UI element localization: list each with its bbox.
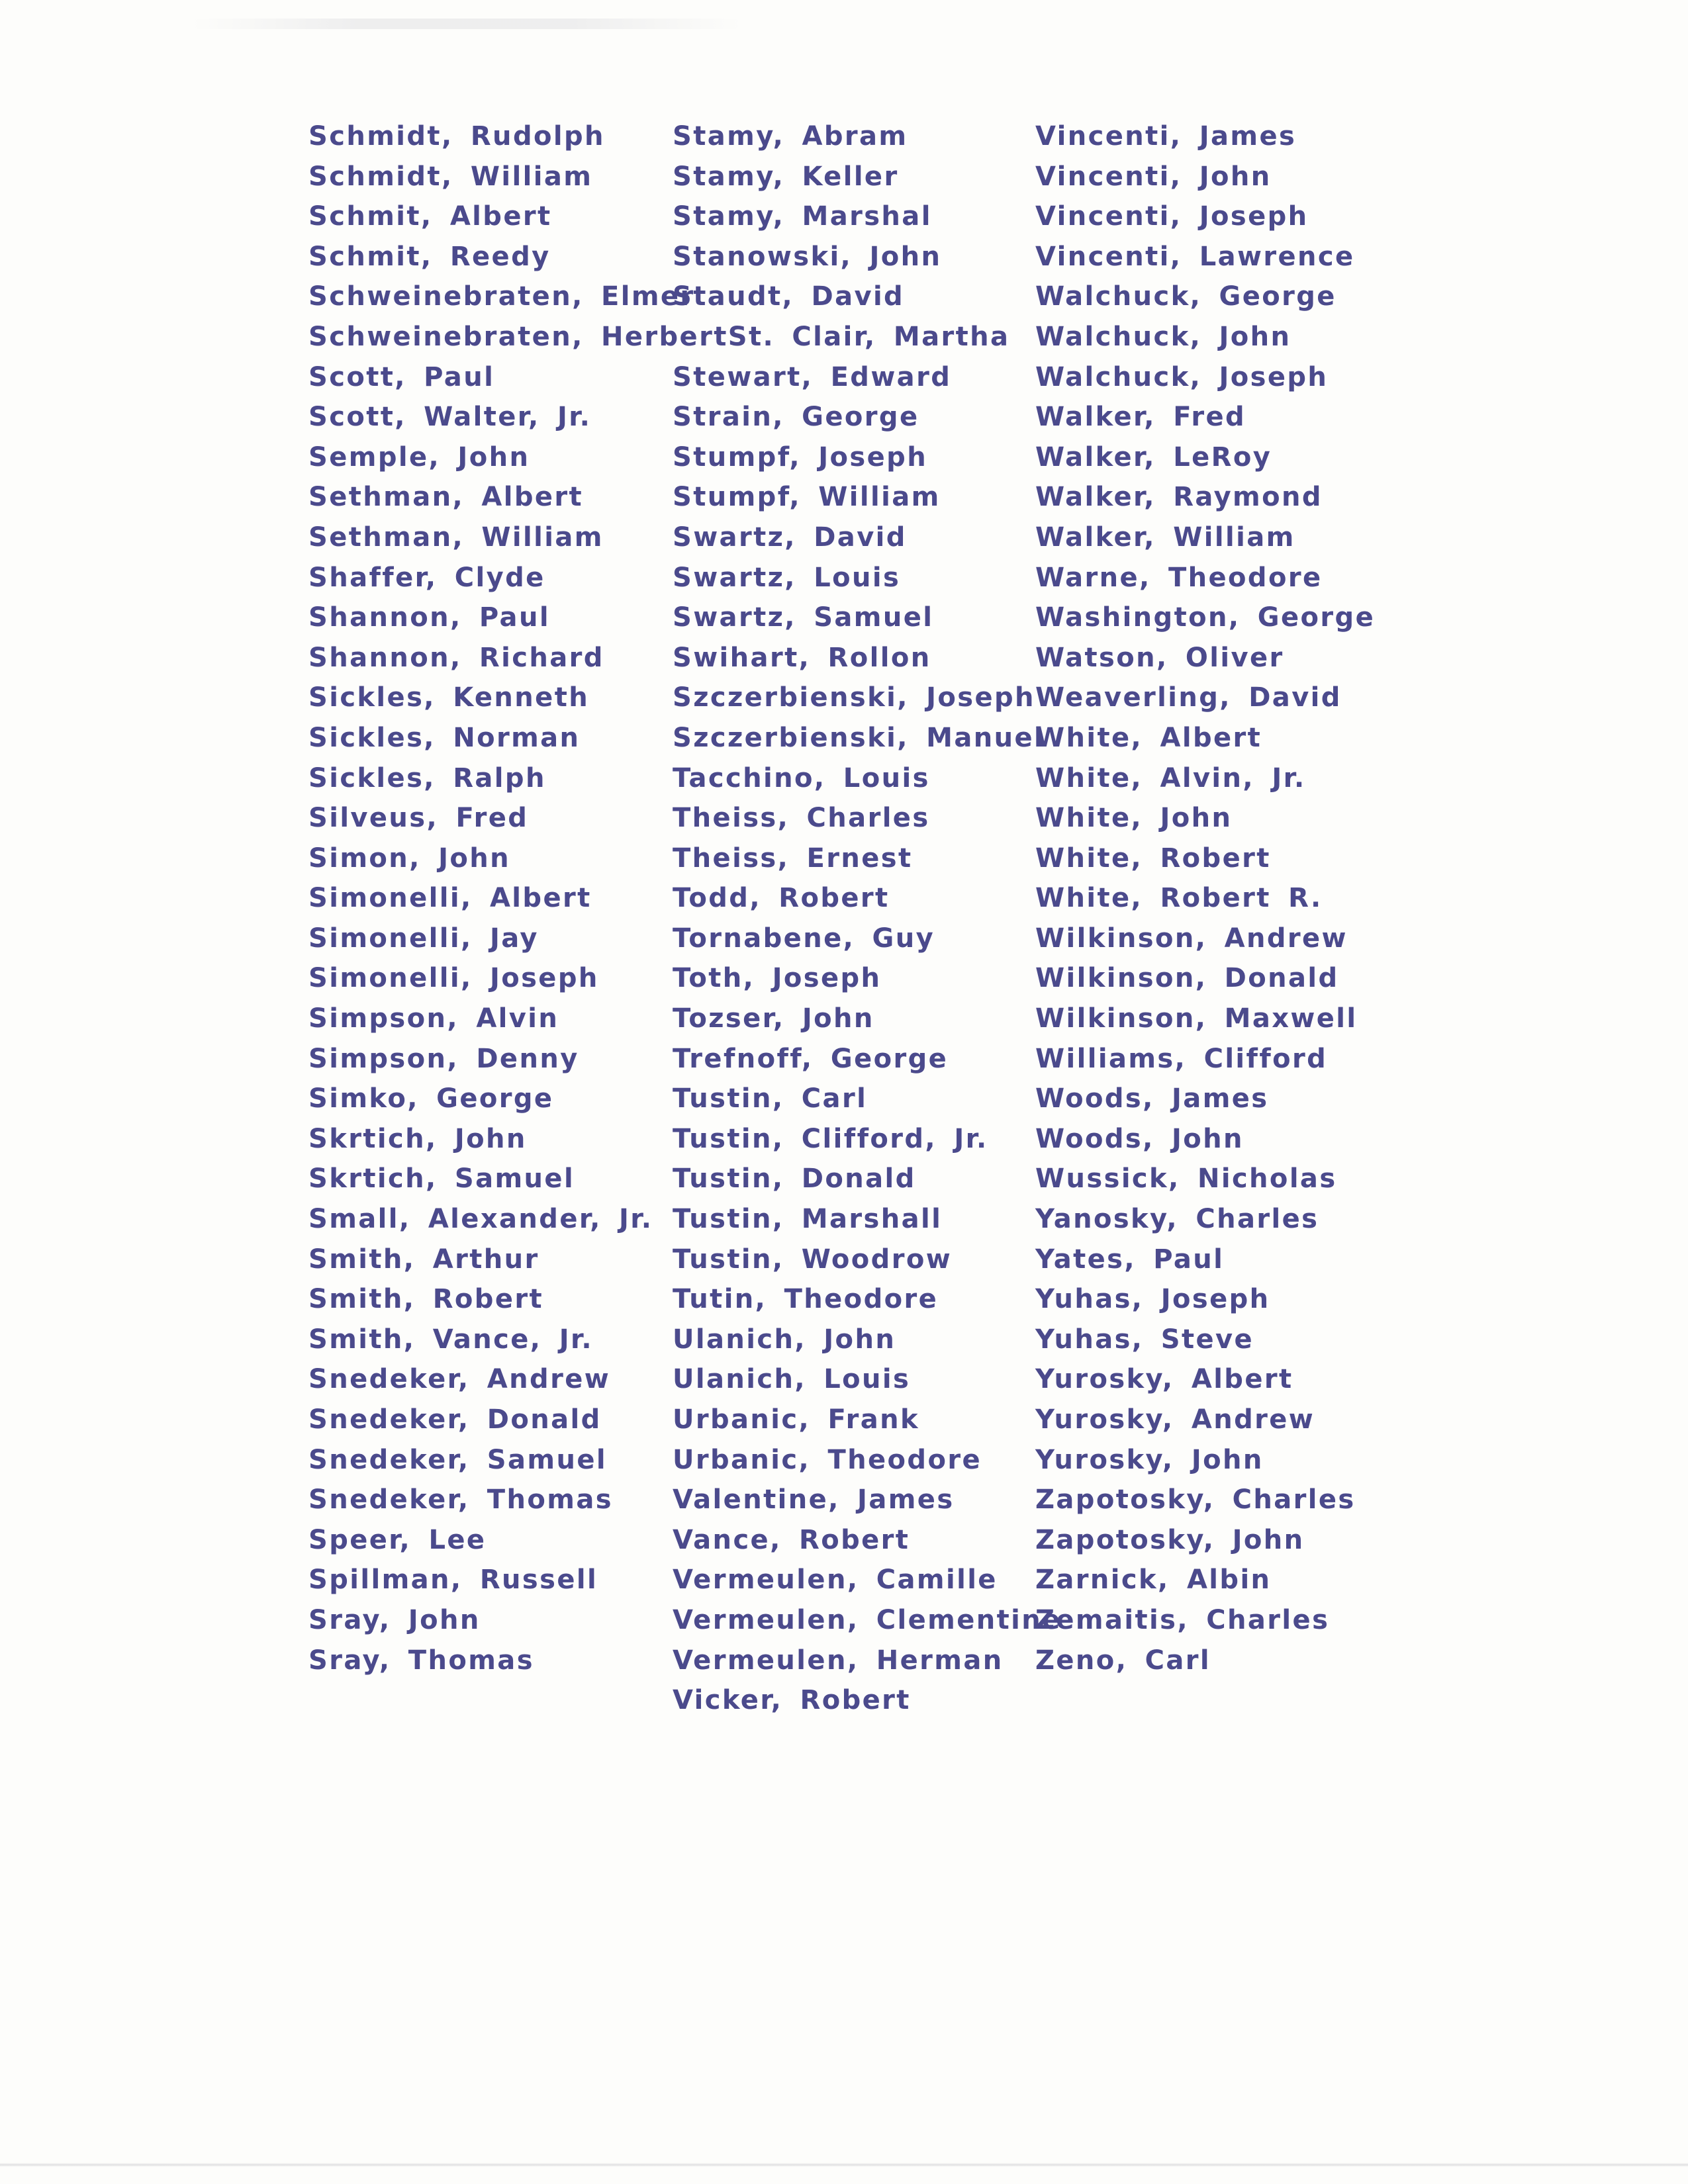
name-entry: Zapotosky, Charles <box>1035 1484 1356 1516</box>
name-entry: Vermeulen, Camille <box>673 1565 998 1596</box>
name-entry: Snedeker, Donald <box>308 1404 602 1435</box>
name-entry: Scott, Paul <box>308 361 495 392</box>
name-entry: Vermeulen, Herman <box>673 1645 1004 1676</box>
name-entry: Trefnoff, George <box>673 1043 949 1074</box>
name-entry: Stewart, Edward <box>673 361 952 392</box>
name-entry: Tutin, Theodore <box>673 1284 939 1315</box>
name-entry: Yurosky, John <box>1035 1444 1264 1475</box>
name-entry: Simonelli, Jay <box>308 923 539 954</box>
name-entry: Williams, Clifford <box>1035 1043 1328 1074</box>
scan-bottom-edge <box>0 2163 1688 2167</box>
name-entry: Skrtich, Samuel <box>308 1163 575 1195</box>
name-entry: Shaffer, Clyde <box>308 562 545 593</box>
name-entry: Stumpf, William <box>673 482 941 513</box>
name-entry: Swihart, Rollon <box>673 642 931 673</box>
name-entry: Stanowski, John <box>673 241 942 272</box>
name-entry: Vincenti, James <box>1035 121 1297 152</box>
name-entry: Simonelli, Albert <box>308 883 592 914</box>
name-entry: Walker, Fred <box>1035 402 1246 433</box>
name-entry: Snedeker, Andrew <box>308 1364 611 1395</box>
name-entry: Smith, Vance, Jr. <box>308 1324 594 1355</box>
name-entry: Simpson, Denny <box>308 1043 579 1074</box>
name-entry: White, Alvin, Jr. <box>1035 762 1306 794</box>
name-entry: Stamy, Marshal <box>673 201 932 232</box>
name-entry: Simonelli, Joseph <box>308 963 599 994</box>
name-entry: Schmit, Reedy <box>308 241 551 272</box>
name-entry: Todd, Robert <box>673 883 890 914</box>
name-entry: Yanosky, Charles <box>1035 1204 1319 1235</box>
name-entry: Stamy, Abram <box>673 121 908 152</box>
name-entry: Tozser, John <box>673 1003 874 1034</box>
name-entry: Scott, Walter, Jr. <box>308 402 592 433</box>
name-column-2 <box>673 116 1070 1721</box>
name-entry: Yates, Paul <box>1035 1244 1225 1275</box>
name-entry: Sickles, Ralph <box>308 762 546 794</box>
name-entry: White, Albert <box>1035 722 1262 753</box>
name-entry: Simko, George <box>308 1083 554 1115</box>
name-entry: White, Robert R. <box>1035 883 1323 914</box>
name-entry: Sickles, Kenneth <box>308 682 590 713</box>
name-entry: Vincenti, Lawrence <box>1035 241 1355 272</box>
name-entry: Toth, Joseph <box>673 963 882 994</box>
name-entry: Walchuck, John <box>1035 321 1291 352</box>
name-entry <box>673 317 1070 357</box>
name-entry: Urbanic, Theodore <box>673 1444 982 1475</box>
name-entry: Weaverling, David <box>1035 682 1342 713</box>
name-entry: Szczerbienski, Manuel <box>673 722 1045 753</box>
name-entry: Wilkinson, Donald <box>1035 963 1339 994</box>
name-entry: Vance, Robert <box>673 1524 910 1555</box>
name-entry: Yurosky, Albert <box>1035 1364 1293 1395</box>
scan-edge-shadow <box>192 19 741 29</box>
name-entry: Walchuck, George <box>1035 281 1336 312</box>
name-entry: Zemaitis, Charles <box>1035 1604 1330 1635</box>
name-entry: Sickles, Norman <box>308 722 581 753</box>
name-entry: Schweinebraten, Elmer <box>308 281 695 312</box>
name-entry: Walker, LeRoy <box>1035 441 1272 473</box>
name-entry: Woods, James <box>1035 1083 1269 1115</box>
name-entry: Washington, George <box>1035 602 1376 633</box>
name-entry: Spillman, Russell <box>308 1565 598 1596</box>
name-entry: Tustin, Donald <box>673 1163 916 1195</box>
name-entry: Theiss, Ernest <box>673 842 913 874</box>
name-entry: Vicker, Robert <box>673 1685 911 1716</box>
name-entry: Sethman, William <box>308 522 604 553</box>
name-entry: Valentine, James <box>673 1484 955 1516</box>
name-entry: Woods, John <box>1035 1123 1244 1154</box>
name-entry: Wilkinson, Maxwell <box>1035 1003 1358 1034</box>
name-entry: Schmidt, Rudolph <box>308 121 605 152</box>
name-entry: Simon, John <box>308 842 510 874</box>
name-entry: Zarnick, Albin <box>1035 1565 1272 1596</box>
name-entry: Tustin, Woodrow <box>673 1244 953 1275</box>
name-entry: Shannon, Paul <box>308 602 550 633</box>
name-entry: White, Robert <box>1035 842 1271 874</box>
name-entry: Stamy, Keller <box>673 161 899 192</box>
name-entry: Skrtich, John <box>308 1123 527 1154</box>
name-entry: Snedeker, Thomas <box>308 1484 613 1516</box>
name-entry: Urbanic, Frank <box>673 1404 920 1435</box>
name-entry: Walker, Raymond <box>1035 482 1323 513</box>
name-entry: Tustin, Carl <box>673 1083 868 1115</box>
name-entry: Vincenti, Joseph <box>1035 201 1309 232</box>
name-entry: Wussick, Nicholas <box>1035 1163 1337 1195</box>
name-entry: Swartz, Louis <box>673 562 901 593</box>
name-entry: Theiss, Charles <box>673 803 930 834</box>
name-entry: Vermeulen, Clementine <box>673 1604 1062 1635</box>
name-entry: Semple, John <box>308 441 530 473</box>
name-entry: Snedeker, Samuel <box>308 1444 607 1475</box>
name-entry: Strain, George <box>673 402 919 433</box>
name-entry: Tacchino, Louis <box>673 762 930 794</box>
name-entry: Ulanich, Louis <box>673 1364 911 1395</box>
name-entry: Warne, Theodore <box>1035 562 1323 593</box>
name-entry: Sray, Thomas <box>308 1645 534 1676</box>
name-entry: Zapotosky, John <box>1035 1524 1305 1555</box>
name-entry: Tustin, Marshall <box>673 1204 943 1235</box>
name-entry: Simpson, Alvin <box>308 1003 559 1034</box>
name-entry: Shannon, Richard <box>308 642 604 673</box>
name-entry: Schmit, Albert <box>308 201 552 232</box>
name-entry: Sray, John <box>308 1604 481 1635</box>
name-entry: Tornabene, Guy <box>673 923 935 954</box>
name-entry: Walchuck, Joseph <box>1035 361 1329 392</box>
name-entry: Yuhas, Joseph <box>1035 1284 1270 1315</box>
name-column-3 <box>1035 116 1380 1680</box>
name-entry: Schmidt, William <box>308 161 593 192</box>
name-entry: Vincenti, John <box>1035 161 1272 192</box>
name-entry: Yuhas, Steve <box>1035 1324 1254 1355</box>
name-entry: Swartz, Samuel <box>673 602 934 633</box>
name-entry: Yurosky, Andrew <box>1035 1404 1315 1435</box>
name-entry: Zeno, Carl <box>1035 1645 1211 1676</box>
name-entry: White, John <box>1035 803 1233 834</box>
name-entry: Swartz, David <box>673 522 907 553</box>
name-entry: Wilkinson, Andrew <box>1035 923 1348 954</box>
name-entry: Schweinebraten, HerbertSt. Clair, Martha <box>308 321 1010 352</box>
name-entry: Watson, Oliver <box>1035 642 1284 673</box>
name-entry: Sethman, Albert <box>308 482 584 513</box>
name-entry: Smith, Arthur <box>308 1244 539 1275</box>
name-entry: Silveus, Fred <box>308 803 529 834</box>
name-entry: Smith, Robert <box>308 1284 544 1315</box>
name-entry: Szczerbienski, Joseph <box>673 682 1035 713</box>
name-entry: Walker, William <box>1035 522 1295 553</box>
name-roster <box>0 116 1688 1745</box>
name-entry: Tustin, Clifford, Jr. <box>673 1123 988 1154</box>
name-entry: Ulanich, John <box>673 1324 896 1355</box>
name-entry: Speer, Lee <box>308 1524 487 1555</box>
name-entry: Stumpf, Joseph <box>673 441 928 473</box>
name-entry: Small, Alexander, Jr. <box>308 1204 653 1235</box>
name-entry: Staudt, David <box>673 281 905 312</box>
